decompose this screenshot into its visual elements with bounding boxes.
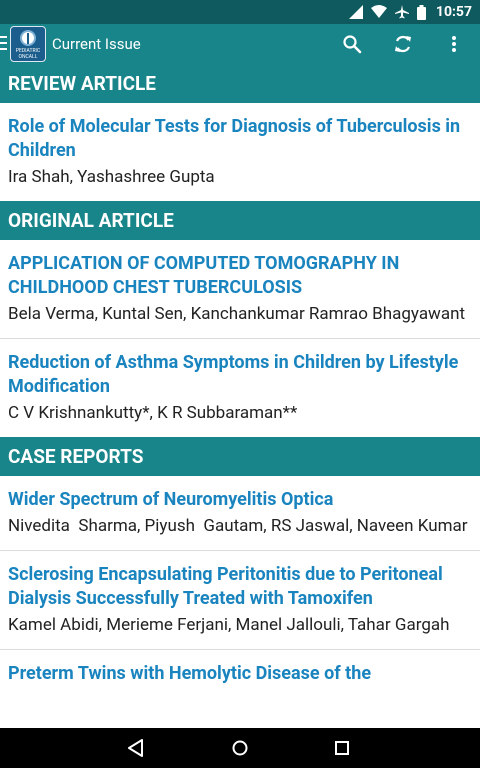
logo-text-line1: PEDIATRIC (15, 48, 41, 54)
battery-icon (417, 5, 426, 20)
signal-icon (349, 5, 363, 19)
recents-button[interactable] (330, 736, 354, 760)
drawer-menu-icon[interactable] (0, 36, 7, 52)
section-header-review-article: REVIEW ARTICLE (0, 64, 480, 103)
section-header-case-reports: CASE REPORTS (0, 437, 480, 476)
article-authors: Kamel Abidi, Merieme Ferjani, Manel Jallouli, Tahar Gargah (8, 615, 450, 635)
article-item[interactable] (0, 476, 480, 551)
article-authors: Bela Verma, Kuntal Sen, Kanchankumar Ramrao Bhagyawant (8, 304, 466, 324)
system-nav-bar (0, 728, 480, 768)
article-authors: C V Krishnankutty*, K R Subbaraman** (8, 403, 298, 423)
recents-icon (334, 740, 350, 756)
logo-text-line2: ONCALL (18, 54, 38, 60)
article-title[interactable]: Preterm Twins with Hemolytic Disease of the (8, 663, 372, 684)
article-item[interactable] (0, 339, 480, 437)
logo-emblem (20, 30, 36, 46)
app-bar (0, 24, 480, 64)
status-clock: 10:57 (435, 4, 472, 20)
status-bar (0, 0, 480, 24)
article-item[interactable] (0, 650, 480, 700)
back-button[interactable] (124, 736, 148, 760)
article-list[interactable] (0, 64, 480, 728)
article-authors: Nivedita Sharma, Piyush Gautam, RS Jaswal, Naveen Kumar (8, 516, 468, 536)
refresh-button[interactable] (387, 28, 419, 60)
article-item[interactable] (0, 240, 480, 339)
app-logo[interactable] (10, 26, 46, 62)
section-header-original-article: ORIGINAL ARTICLE (0, 201, 480, 240)
home-icon (231, 739, 249, 757)
article-item[interactable] (0, 551, 480, 650)
search-icon (342, 34, 362, 54)
overflow-menu-icon (451, 35, 457, 53)
status-icons (349, 0, 472, 24)
article-title[interactable]: Sclerosing Encapsulating Peritonitis due to Peritoneal Dialysis Successfully Treated with Tamoxifen (8, 564, 443, 609)
back-icon (128, 739, 144, 757)
article-title[interactable]: APPLICATION OF COMPUTED TOMOGRAPHY IN CHILDHOOD CHEST TUBERCULOSIS (8, 253, 400, 298)
refresh-icon (393, 34, 413, 54)
article-authors: Ira Shah, Yashashree Gupta (8, 167, 215, 187)
article-title[interactable]: Reduction of Asthma Symptoms in Children by Lifestyle Modification (8, 352, 459, 397)
wifi-icon (371, 5, 387, 19)
page-title: Current Issue (52, 35, 141, 53)
airplane-icon (395, 5, 409, 19)
article-title[interactable]: Role of Molecular Tests for Diagnosis of Tuberculosis in Children (8, 116, 461, 161)
search-button[interactable] (336, 28, 368, 60)
article-title[interactable]: Wider Spectrum of Neuromyelitis Optica (8, 489, 334, 510)
article-item[interactable] (0, 103, 480, 201)
home-button[interactable] (228, 736, 252, 760)
overflow-menu-button[interactable] (438, 28, 470, 60)
